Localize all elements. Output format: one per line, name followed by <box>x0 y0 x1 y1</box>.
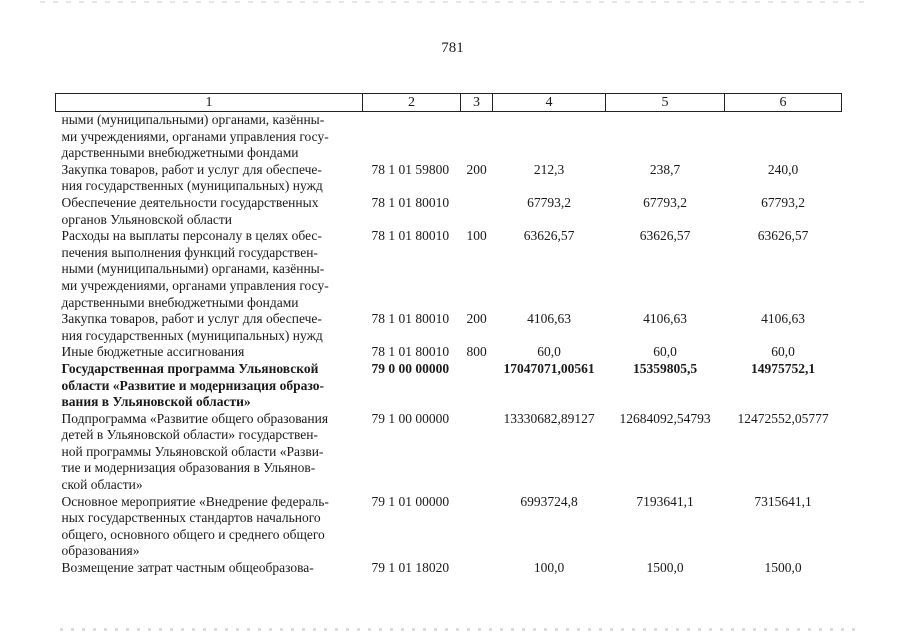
row-expense-type <box>461 411 493 494</box>
row-expense-type: 100 <box>466 228 487 244</box>
row-value-col-6: 67793,2 <box>761 194 805 210</box>
table-row <box>56 195 842 228</box>
row-value-col-6: 60,0 <box>771 344 795 360</box>
table-row <box>56 344 842 361</box>
table-row <box>56 228 842 311</box>
table-header <box>56 94 842 112</box>
table-row <box>56 112 842 162</box>
row-value-col-5: 60,0 <box>653 344 677 360</box>
row-value-col-5: 7193641,1 <box>636 493 694 509</box>
budget-table <box>55 93 842 577</box>
row-value-col-6: 1500,0 <box>764 560 802 576</box>
row-code: 78 1 01 80010 <box>371 311 450 327</box>
table-row <box>56 411 842 494</box>
row-name: Государственная программа Ульяновской области «Развитие и модернизация образо- вания в Ульяновской области» <box>61 360 324 410</box>
row-code: 79 1 00 00000 <box>371 410 450 426</box>
header-col-1: 1 <box>56 94 363 112</box>
table-row <box>56 560 842 577</box>
row-value-col-4: 4106,63 <box>527 311 571 327</box>
row-name: Иные бюджетные ассигнования <box>61 344 245 360</box>
row-value-col-5: 12684092,54793 <box>619 410 711 426</box>
row-value-col-4: 100,0 <box>533 560 565 576</box>
scan-artifact-top <box>40 1 870 3</box>
row-expense-type: 800 <box>466 344 487 360</box>
row-code: 78 1 01 59800 <box>371 161 450 177</box>
row-name: Расходы на выплаты персоналу в целях обес- печения выполнения функций государствен- ными (муниципальными) органами, казённы- ми учреждениями, органами управления госу- дарственными внебюджетными фондами <box>61 228 329 310</box>
row-expense-type <box>461 494 493 560</box>
row-value-col-5: 63626,57 <box>639 228 691 244</box>
table-row <box>56 361 842 411</box>
row-value-col-6: 240,0 <box>767 161 799 177</box>
row-expense-type <box>461 560 493 577</box>
header-col-2: 2 <box>363 94 461 112</box>
row-value-col-4: 212,3 <box>533 161 565 177</box>
row-value-col-4: 13330682,89127 <box>503 410 595 426</box>
row-value-col-6: 7315641,1 <box>754 493 812 509</box>
table-body <box>56 112 842 577</box>
row-code: 78 1 01 80010 <box>371 344 450 360</box>
row-value-col-6: 12472552,05777 <box>737 410 829 426</box>
table-row <box>56 162 842 195</box>
page-number: 781 <box>441 40 464 56</box>
row-code: 78 1 01 80010 <box>371 194 450 210</box>
row-value-col-6: 14975752,1 <box>750 360 816 376</box>
row-value-col-4: 67793,2 <box>527 194 571 210</box>
table-row <box>56 494 842 560</box>
row-code: 79 1 01 18020 <box>371 560 450 576</box>
row-value-col-6: 4106,63 <box>761 311 805 327</box>
row-value-col-6: 63626,57 <box>757 228 809 244</box>
header-col-5: 5 <box>606 94 725 112</box>
row-code <box>363 112 461 162</box>
row-value-col-4: 17047071,00561 <box>503 360 595 376</box>
row-value-col-6 <box>725 112 842 162</box>
row-code: 79 0 00 00000 <box>371 360 450 376</box>
row-code: 79 1 01 00000 <box>371 493 450 509</box>
row-name: ными (муниципальными) органами, казённы- ми учреждениями, органами управления госу- дарственными внебюджетными фондами <box>61 112 329 161</box>
row-value-col-5: 238,7 <box>649 161 681 177</box>
header-col-4: 4 <box>493 94 606 112</box>
row-expense-type <box>461 112 493 162</box>
row-value-col-5: 1500,0 <box>646 560 684 576</box>
header-col-3: 3 <box>461 94 493 112</box>
row-expense-type <box>461 361 493 411</box>
row-name: Подпрограмма «Развитие общего образования детей в Ульяновской области» государствен- ной программы Ульяновской области «Разви- тие и модернизация образования в Ульянов- ской области» <box>61 410 329 493</box>
row-code: 78 1 01 80010 <box>371 228 450 244</box>
row-value-col-4: 63626,57 <box>523 228 575 244</box>
row-name: Возмещение затрат частным общеобразова- <box>61 560 314 576</box>
row-value-col-4: 60,0 <box>537 344 561 360</box>
header-col-6: 6 <box>725 94 842 112</box>
row-expense-type <box>461 195 493 228</box>
row-value-col-4 <box>493 112 606 162</box>
table-row <box>56 311 842 344</box>
row-value-col-5: 4106,63 <box>643 311 687 327</box>
row-name: Закупка товаров, работ и услуг для обеспече- ния государственных (муниципальных) нужд <box>61 161 323 194</box>
row-expense-type: 200 <box>466 161 487 177</box>
scan-artifact-bottom <box>60 628 860 631</box>
row-name: Закупка товаров, работ и услуг для обеспече- ния государственных (муниципальных) нужд <box>61 311 323 343</box>
row-name: Основное мероприятие «Внедрение федераль- ных государственных стандартов начального общего, основного общего и среднего общего образования» <box>61 493 329 559</box>
row-value-col-5: 15359805,5 <box>632 360 698 376</box>
row-value-col-4: 6993724,8 <box>520 493 578 509</box>
row-expense-type: 200 <box>466 311 487 327</box>
row-value-col-5: 67793,2 <box>643 194 687 210</box>
row-name: Обеспечение деятельности государственных органов Ульяновской области <box>61 194 319 227</box>
row-value-col-5 <box>606 112 725 162</box>
